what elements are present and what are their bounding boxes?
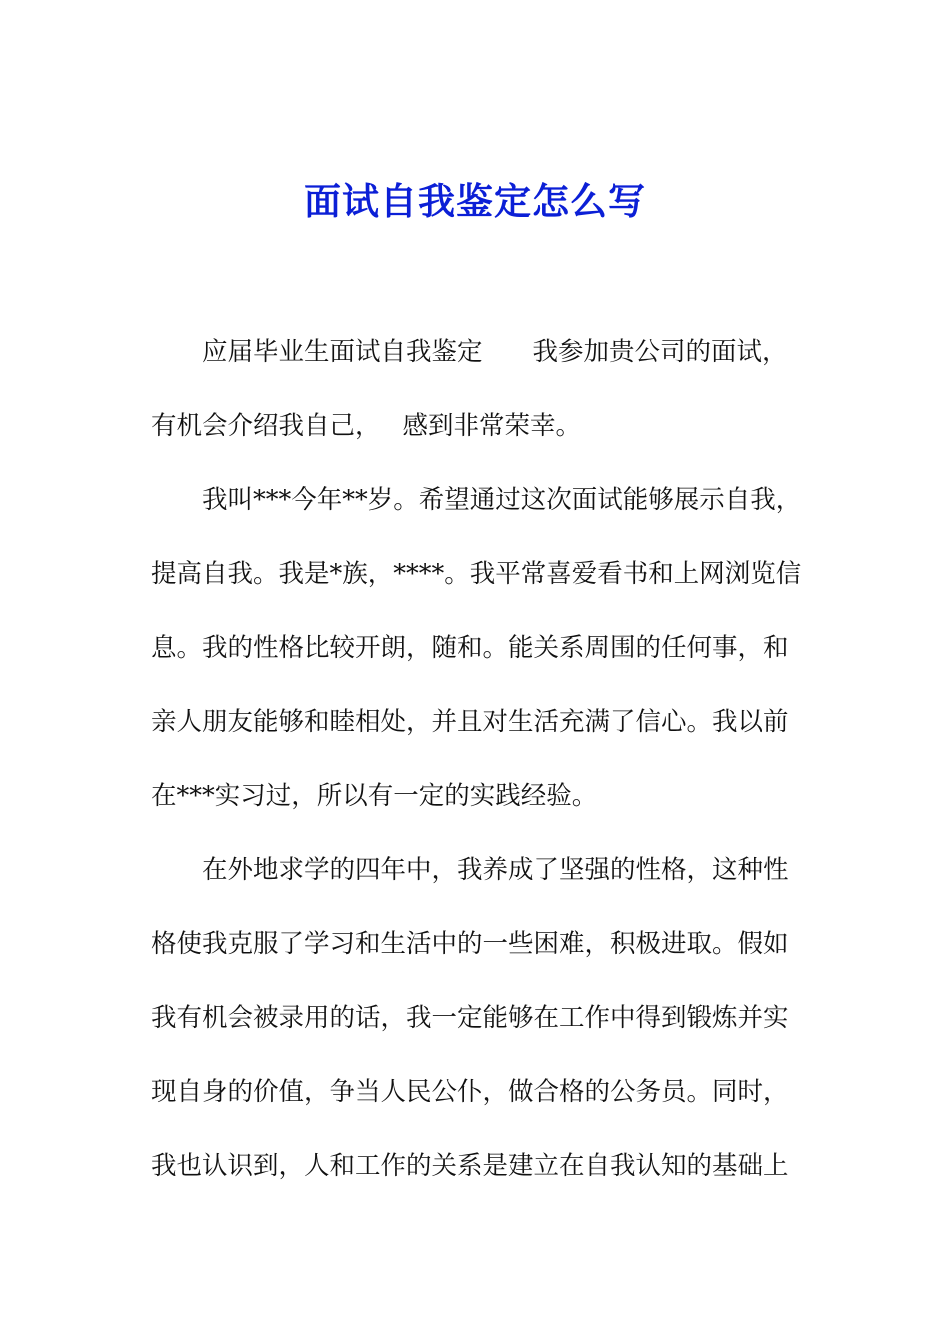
paragraph-2-line-4: 亲人朋友能够和睦相处，并且对生活充满了信心。我以前 bbox=[151, 707, 789, 737]
paragraph-2-line-3: 息。我的性格比较开朗，随和。能关系周围的任何事，和 bbox=[151, 633, 789, 663]
paragraph-3-line-5: 我也认识到，人和工作的关系是建立在自我认知的基础上 bbox=[151, 1151, 789, 1181]
paragraph-3-line-1: 在外地求学的四年中，我养成了坚强的性格，这种性 bbox=[202, 855, 789, 885]
paragraph-2-line-1: 我叫***今年**岁。希望通过这次面试能够展示自我， bbox=[202, 485, 802, 515]
paragraph-3-line-3: 我有机会被录用的话，我一定能够在工作中得到锻炼并实 bbox=[151, 1003, 789, 1033]
paragraph-1-line-1 bbox=[151, 325, 803, 399]
document-title: 面试自我鉴定怎么写 bbox=[304, 180, 646, 223]
paragraph-1-text: 有机会介绍我自己， bbox=[151, 411, 381, 441]
paragraph-1-text: 我参加贵公司的面试， bbox=[532, 337, 788, 367]
paragraph-2-line-5: 在***实习过，所以有一定的实践经验。 bbox=[151, 781, 598, 811]
paragraph-1-line-2 bbox=[151, 399, 803, 473]
paragraph-1-heading-text: 应届毕业生面试自我鉴定 bbox=[202, 337, 483, 367]
paragraph-3-line-4: 现自身的价值，争当人民公仆，做合格的公务员。同时， bbox=[151, 1077, 789, 1107]
paragraph-3-line-2: 格使我克服了学习和生活中的一些困难，积极进取。假如 bbox=[151, 929, 789, 959]
paragraph-2-line-2: 提高自我。我是*族，****。我平常喜爱看书和上网浏览信 bbox=[151, 559, 802, 589]
document-body bbox=[151, 325, 803, 1213]
paragraph-1-text: 感到非常荣幸。 bbox=[402, 411, 582, 441]
